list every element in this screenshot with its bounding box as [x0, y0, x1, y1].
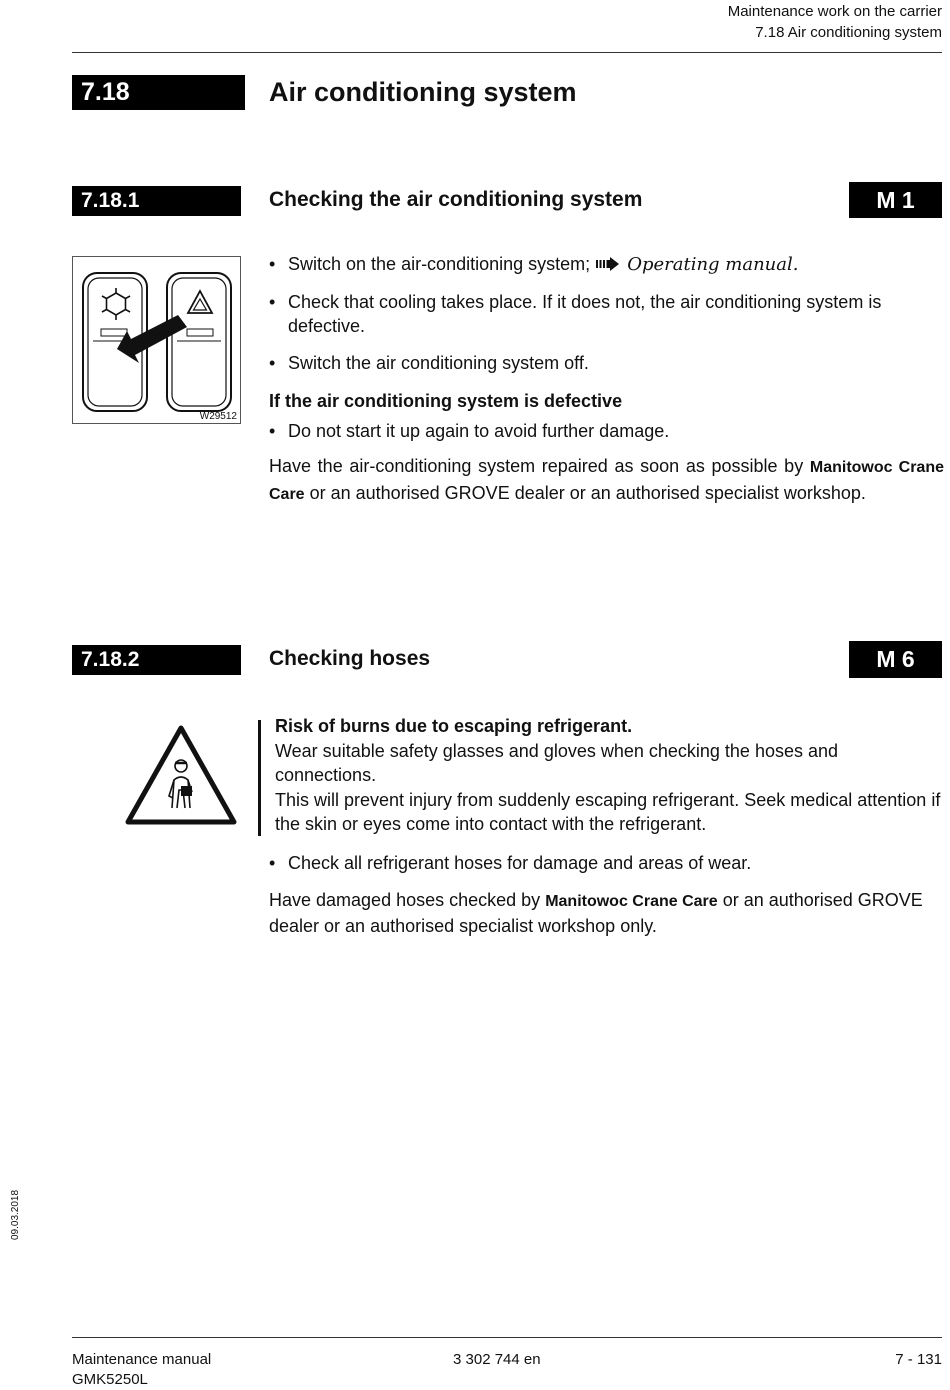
header-rule	[72, 52, 942, 53]
defect-heading: If the air conditioning system is defective	[269, 391, 623, 411]
list-item: • Check all refrigerant hoses for damage and areas of wear.	[269, 851, 944, 876]
warning-bar	[258, 720, 261, 836]
list-item: • Do not start it up again to avoid further damage.	[269, 419, 944, 444]
warning-ppe-icon	[124, 724, 238, 828]
footer-model: GMK5250L	[72, 1371, 148, 1388]
ac-switch-figure	[72, 256, 241, 424]
footer-doc-number: 3 302 744 en	[453, 1351, 541, 1368]
reference-link[interactable]: Operating manual	[627, 254, 793, 275]
hoses-note-paragraph: Have damaged hoses checked by Manitowoc Crane Care or an authorised GROVE dealer or an authorised specialist workshop only.	[269, 889, 923, 936]
ac-switch-illustration	[73, 257, 240, 423]
side-date: 09.03.2018	[10, 1189, 21, 1240]
warning-line-2: This will prevent injury from suddenly escaping refrigerant. Seek medical attention if the skin or eyes come into contact with the refrigerant.	[275, 789, 941, 834]
list-item: • Check that cooling takes place. If it does not, the air conditioning system is defective.	[269, 290, 944, 339]
footer-left	[72, 1350, 211, 1390]
interval-badge-m1: M 1	[849, 182, 942, 218]
subsection-1-body	[269, 252, 944, 507]
footer-page-number: 7 - 131	[895, 1351, 942, 1368]
brand-name: Manitowoc Crane Care	[545, 892, 718, 910]
warning-text	[275, 714, 944, 837]
subsection-1-title: Checking the air conditioning system	[269, 188, 643, 211]
section-number: 7.18	[72, 75, 245, 110]
list-item: • Switch the air conditioning system off.	[269, 351, 944, 376]
warning-line-1: Wear suitable safety glasses and gloves when checking the hoses and connections.	[275, 740, 839, 785]
warning-title: Risk of burns due to escaping refrigerant.	[275, 716, 633, 736]
subsection-2-title: Checking hoses	[269, 647, 431, 670]
brand-name: Manitowoc Crane Care	[269, 459, 944, 503]
pointer-arrow-icon	[117, 315, 187, 363]
footer-manual: Maintenance manual	[72, 1351, 212, 1368]
figure-label: W29512	[199, 411, 237, 422]
subsection-2-number: 7.18.2	[72, 645, 241, 675]
arrow-reference-icon	[596, 253, 620, 278]
hazard-triangle-icon	[188, 291, 212, 313]
subsection-1-number: 7.18.1	[72, 186, 241, 216]
interval-badge-m6: M 6	[849, 641, 942, 678]
header-section: 7.18 Air conditioning system	[755, 24, 942, 41]
snowflake-icon	[102, 288, 130, 320]
header-chapter: Maintenance work on the carrier	[727, 3, 942, 20]
list-item: • Switch on the air-conditioning system; Operating manual.	[269, 252, 944, 278]
footer-rule	[72, 1337, 942, 1338]
repair-paragraph: Have the air-conditioning system repaired as soon as possible by Manitowoc Crane Care or an authorised GROVE dealer or an authorised specialist workshop.	[269, 456, 944, 503]
subsection-2-body	[269, 851, 944, 939]
running-header	[728, 1, 942, 43]
section-title: Air conditioning system	[269, 77, 577, 107]
